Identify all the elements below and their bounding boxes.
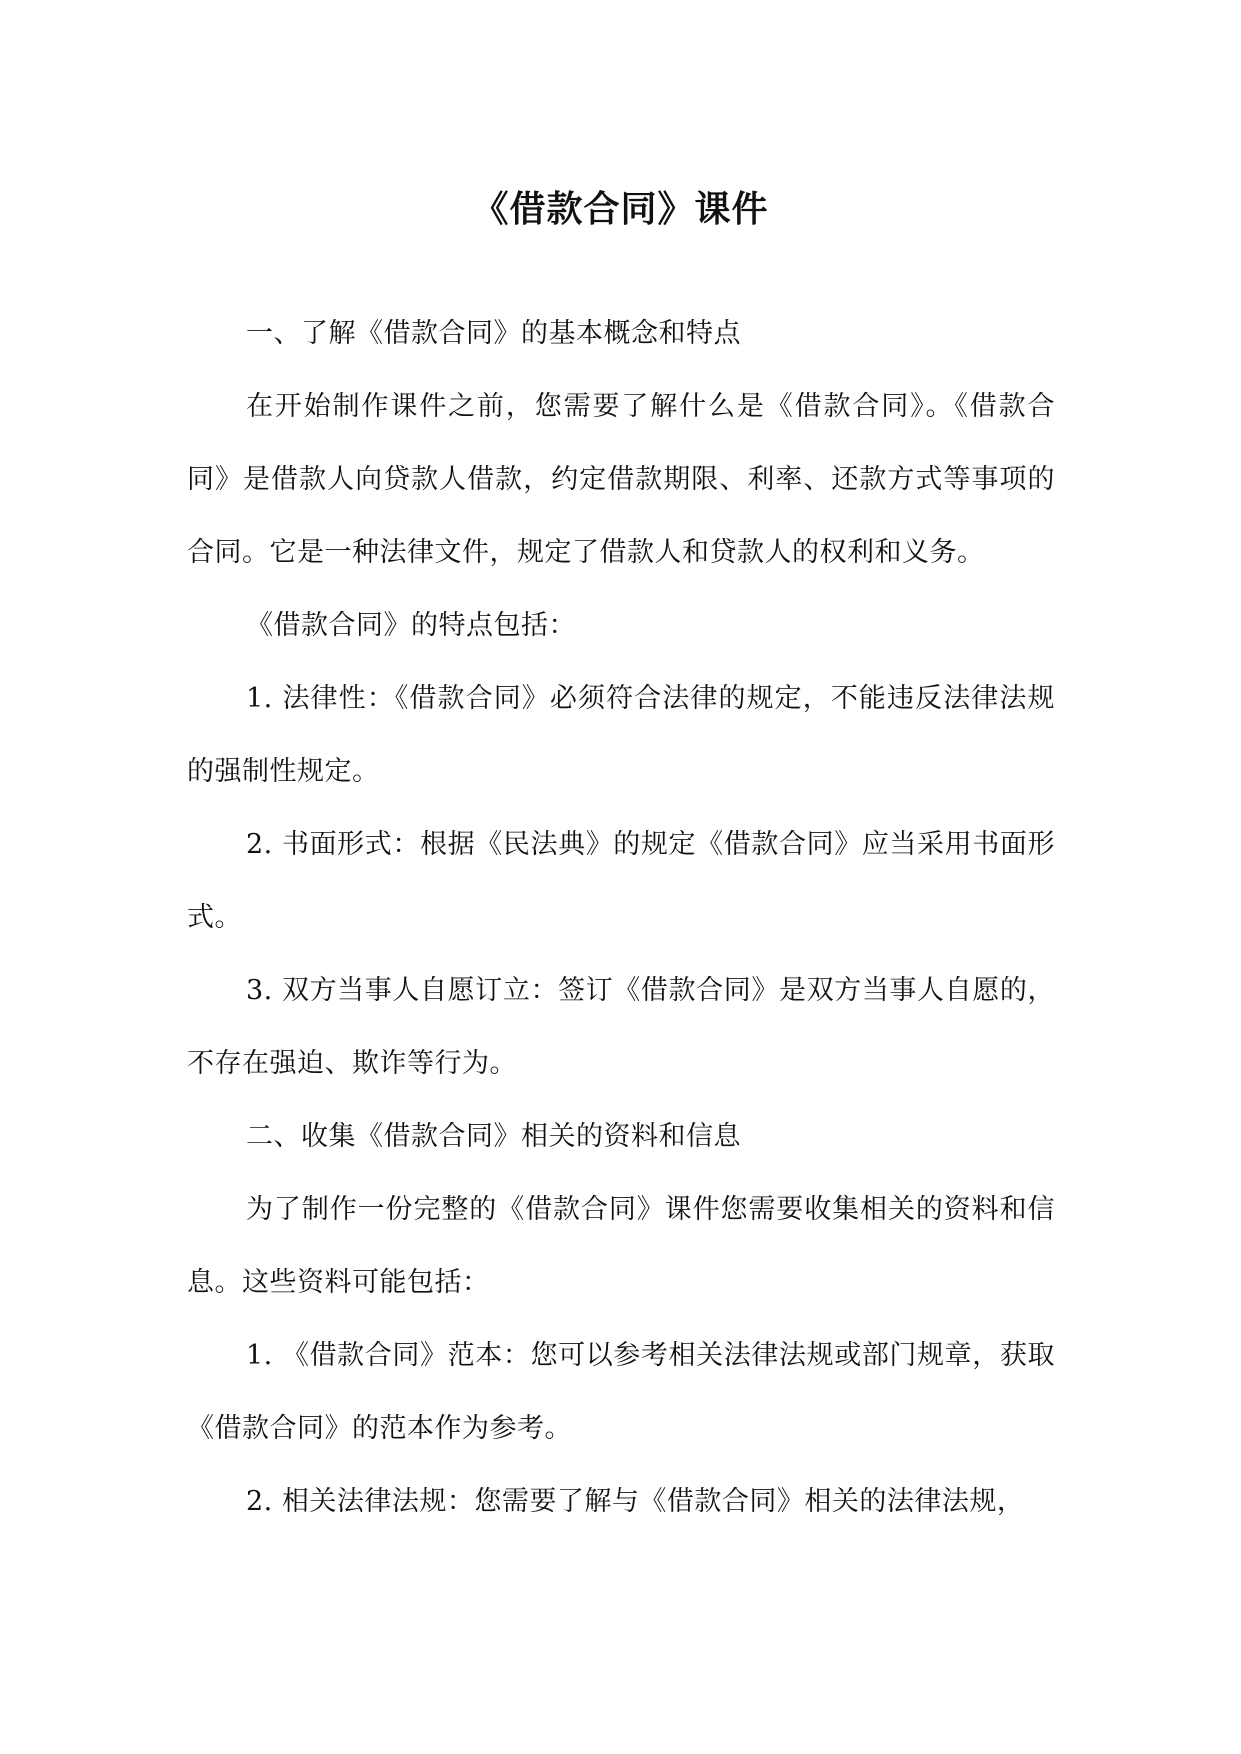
list-item-written-form: 2. 书面形式：根据《民法典》的规定《借款合同》应当采用书面形式。 [187, 829, 1055, 933]
document-title: 《借款合同》课件 [472, 189, 769, 230]
list-item-template: 1. 《借款合同》范本：您可以参考相关法律法规或部门规章，获取《借款合同》的范本作为参考。 [187, 1340, 1055, 1444]
document-body [187, 297, 1055, 1538]
paragraph-features-lead: 《借款合同》的特点包括： [246, 610, 576, 641]
section-heading-1: 一、了解《借款合同》的基本概念和特点 [246, 318, 741, 349]
list-item-laws: 2. 相关法律法规：您需要了解与《借款合同》相关的法律法规， [246, 1486, 1025, 1517]
list-item-legality: 1. 法律性：《借款合同》必须符合法律的规定，不能违反法律法规的强制性规定。 [187, 683, 1055, 787]
section-heading-2: 二、收集《借款合同》相关的资料和信息 [246, 1121, 741, 1152]
list-item-voluntary: 3. 双方当事人自愿订立：签订《借款合同》是双方当事人自愿的，不存在强迫、欺诈等行为。 [187, 975, 1055, 1079]
paragraph-intro: 在开始制作课件之前，您需要了解什么是《借款合同》。《借款合同》是借款人向贷款人借款，约定借款期限、利率、还款方式等事项的合同。它是一种法律文件，规定了借款人和贷款人的权利和义务。 [187, 391, 1055, 568]
paragraph-collect: 为了制作一份完整的《借款合同》课件您需要收集相关的资料和信息。这些资料可能包括： [187, 1194, 1055, 1298]
